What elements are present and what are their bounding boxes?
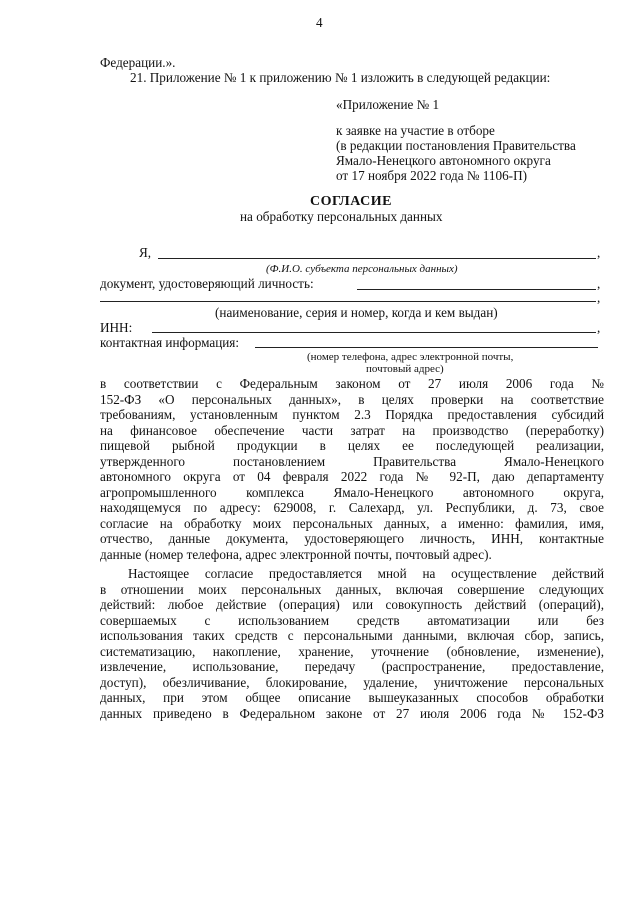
document-comma: , <box>597 276 601 291</box>
paragraph-2-line: данных приведено в Федеральном законе от 27 июля 2006 года № 152-ФЗ <box>100 705 604 721</box>
paragraph-1-line: 152-ФЗ «О персональных данных», в целях проверки на соответствие <box>100 391 604 407</box>
paragraph-2-line: в отношении моих персональных данных, включая совершение следующих <box>100 581 604 597</box>
paragraph-2-line: действий: любое действие (операция) или совокупность действий (операций), <box>100 597 604 612</box>
appendix-line: Ямало-Ненецкого автономного округа <box>336 153 551 168</box>
document-comma-2: , <box>597 290 601 305</box>
contact-hint: почтовый адрес) <box>366 363 444 375</box>
paragraph-1-line: находящемуся по адресу: 629008, г. Салехард, ул. Республики, д. 73, свое <box>100 500 604 515</box>
paragraph-1-line: согласие на обработку моих персональных данных, а именно: фамилия, имя, <box>100 515 604 531</box>
contact-label: контактная информация: <box>100 335 240 350</box>
federation-line: Федерации.». <box>100 55 176 70</box>
inn-blank-line[interactable] <box>152 332 596 333</box>
appendix-line: (в редакции постановления Правительства <box>336 138 576 153</box>
paragraph-1-line: пищевой рыбной продукции в целях ее последующей реализации, <box>100 438 604 453</box>
contact-blank-line[interactable] <box>255 347 598 348</box>
fio-blank-line[interactable] <box>158 258 596 259</box>
paragraph-1-line: утвержденного постановлением Правительства Ямало-Ненецкого <box>100 453 604 469</box>
paragraph-1-line: в соответствии с Федеральным законом от 27 июля 2006 года № <box>100 376 604 391</box>
paragraph-2-line: доступ), обезличивание, блокирование, удаление, уничтожение персональных <box>100 674 604 690</box>
i-label: Я, <box>139 245 152 260</box>
contact-hint: (номер телефона, адрес электронной почты, <box>307 351 514 363</box>
paragraph-2-line: совершаемых с использованием средств автоматизации или без <box>100 612 604 628</box>
paragraph-2-line: Настоящее согласие предоставляется мной на осуществление действий <box>128 566 604 581</box>
paragraph-2-line: систематизацию, накопление, хранение, уточнение (обновление, изменение), <box>100 643 604 659</box>
consent-subtitle: на обработку персональных данных <box>240 209 443 224</box>
paragraph-1-line: автономного округа от 04 февраля 2022 года № 92-П, даю департаменту <box>100 469 604 484</box>
document-blank-line[interactable] <box>357 289 596 290</box>
paragraph-2-line: данных, при этом общее описание вышеуказанных способов обработки <box>100 690 604 705</box>
consent-title: СОГЛАСИЕ <box>310 194 392 209</box>
paragraph-1-line: агропромышленного комплекса Ямало-Ненецкого автономного округа, <box>100 484 604 500</box>
document-blank-line-2[interactable] <box>100 301 596 302</box>
paragraph-1-line: данные (номер телефона, адрес электронной почты, почтовый адрес). <box>100 546 492 562</box>
paragraph-1-line: на финансовое обеспечение части затрат на производство (переработку) <box>100 422 604 438</box>
document-hint: (наименование, серия и номер, когда и кем выдан) <box>215 305 498 320</box>
paragraph-1-line: требованиям, установленным пунктом 2.3 Порядка предоставления субсидий <box>100 407 604 422</box>
paragraph-2-line: извлечение, использование, передачу (распространение, предоставление, <box>100 659 604 674</box>
fio-hint: (Ф.И.О. субъекта персональных данных) <box>266 263 458 275</box>
item-21-text: 21. Приложение № 1 к приложению № 1 изложить в следующей редакции: <box>130 70 551 85</box>
appendix-line: к заявке на участие в отборе <box>336 123 495 138</box>
inn-label: ИНН: <box>100 320 133 335</box>
inn-comma: , <box>597 320 601 335</box>
page-number: 4 <box>316 15 323 30</box>
document-label: документ, удостоверяющий личность: <box>100 276 314 291</box>
appendix-line: от 17 ноября 2022 года № 1106-П) <box>336 168 527 183</box>
paragraph-1-line: отчество, данные документа, удостоверяющего личность, ИНН, контактные <box>100 531 604 546</box>
paragraph-2-line: использования таких средств с персональными данными, включая сбор, запись, <box>100 628 604 643</box>
appendix-title: «Приложение № 1 <box>336 97 440 112</box>
fio-comma: , <box>597 245 601 260</box>
